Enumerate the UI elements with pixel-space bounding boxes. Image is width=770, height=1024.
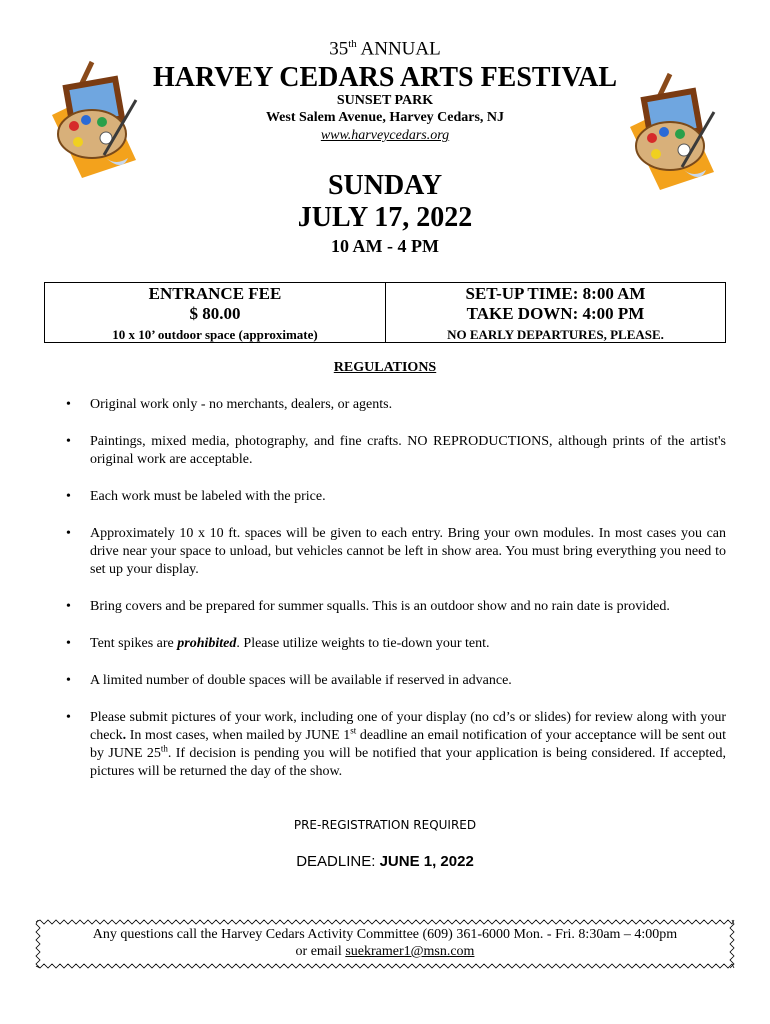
event-day: SUNDAY — [327, 170, 443, 201]
submit-d: . If decision is pending you will be notified that your application is being considered. If accepted, pictures will be returned the day of the show. — [90, 746, 726, 779]
regulation-text: Approximately 10 x 10 ft. spaces will be given to each entry. Bring your own modules. In most cases you can drive near your space to unload, but vehicles cannot be left in show area. You must bring everything you need to set up your display. — [90, 526, 726, 577]
list-item — [66, 672, 726, 690]
bullet-icon: • — [66, 710, 71, 725]
no-early-departures: NO EARLY DEPARTURES, PLEASE. — [447, 327, 664, 342]
bullet-icon: • — [66, 526, 71, 541]
regulations-heading: REGULATIONS — [333, 360, 437, 375]
website-link[interactable]: www.harveycedars.org — [320, 128, 450, 143]
annual-number: 35 — [329, 38, 349, 60]
regulation-text: Original work only - no merchants, dealers, or agents. — [90, 397, 393, 412]
list-item — [66, 525, 726, 579]
contact-box — [34, 918, 736, 970]
venue-name: SUNSET PARK — [336, 93, 434, 108]
deadline-line — [0, 853, 770, 870]
contact-phone-line: Any questions call the Harvey Cedars Activity Committee (609) 361-6000 Mon. - Fri. 8:30am – 4:00pm — [92, 927, 678, 942]
fee-label: ENTRANCE FEE — [148, 284, 282, 303]
festival-title: HARVEY CEDARS ARTS FESTIVAL — [152, 62, 618, 93]
submit-sup2: th — [160, 743, 168, 754]
submit-a: Please submit pictures of your work, including one of your display (no cd’s or slides) for review along with your check — [90, 710, 726, 743]
tent-pre: Tent spikes are — [90, 636, 178, 651]
submit-b: In most cases, when mailed by JUNE 1 — [126, 728, 351, 743]
annual-ordinal: th — [348, 38, 357, 50]
annual-word: ANNUAL — [360, 38, 441, 60]
contact-email-line — [34, 943, 736, 960]
list-item — [66, 488, 726, 506]
schedule-cell — [386, 283, 725, 342]
info-table — [44, 282, 726, 343]
fee-cell — [45, 283, 386, 342]
event-date: JULY 17, 2022 — [297, 202, 473, 233]
submit-dot: . — [122, 728, 127, 743]
venue-address: West Salem Avenue, Harvey Cedars, NJ — [265, 110, 505, 125]
tent-post: . Please utilize weights to tie-down your tent. — [236, 636, 490, 651]
takedown-time: TAKE DOWN: 4:00 PM — [466, 304, 645, 323]
regulation-text: Each work must be labeled with the price. — [90, 489, 326, 504]
deadline-date: JUNE 1, 2022 — [379, 853, 474, 870]
preregistration-note: PRE-REGISTRATION REQUIRED — [293, 818, 477, 832]
list-item — [66, 635, 726, 653]
submit-sup1: st — [350, 725, 357, 736]
regulation-text: A limited number of double spaces will be available if reserved in advance. — [90, 673, 512, 688]
space-size: 10 x 10’ outdoor space (approximate) — [112, 327, 318, 342]
setup-time: SET-UP TIME: 8:00 AM — [465, 284, 646, 303]
deadline-label: DEADLINE: — [296, 853, 380, 870]
email-link[interactable]: suekramer1@msn.com — [345, 944, 475, 959]
event-time: 10 AM - 4 PM — [331, 236, 439, 256]
bullet-icon: • — [66, 489, 71, 504]
regulation-text: Bring covers and be prepared for summer squalls. This is an outdoor show and no rain date is provided. — [90, 599, 670, 614]
contact-or: or email — [295, 944, 346, 959]
list-item — [66, 709, 726, 781]
bullet-icon: • — [66, 434, 71, 449]
bullet-icon: • — [66, 673, 71, 688]
tent-prohibited: prohibited — [177, 636, 237, 651]
annual-edition — [0, 38, 770, 60]
contact-text — [34, 926, 736, 960]
fee-amount: $ 80.00 — [189, 304, 241, 323]
list-item — [66, 396, 726, 414]
submit-c: deadline an email notification of your acceptance will be sent out by JUNE 25 — [90, 728, 726, 761]
list-item — [66, 433, 726, 469]
bullet-icon: • — [66, 599, 71, 614]
regulations-list — [66, 396, 726, 800]
regulation-text: Paintings, mixed media, photography, and fine crafts. NO REPRODUCTIONS, although prints of the artist's original work are acceptable. — [90, 434, 726, 467]
bullet-icon: • — [66, 636, 71, 651]
list-item — [66, 598, 726, 616]
bullet-icon: • — [66, 397, 71, 412]
